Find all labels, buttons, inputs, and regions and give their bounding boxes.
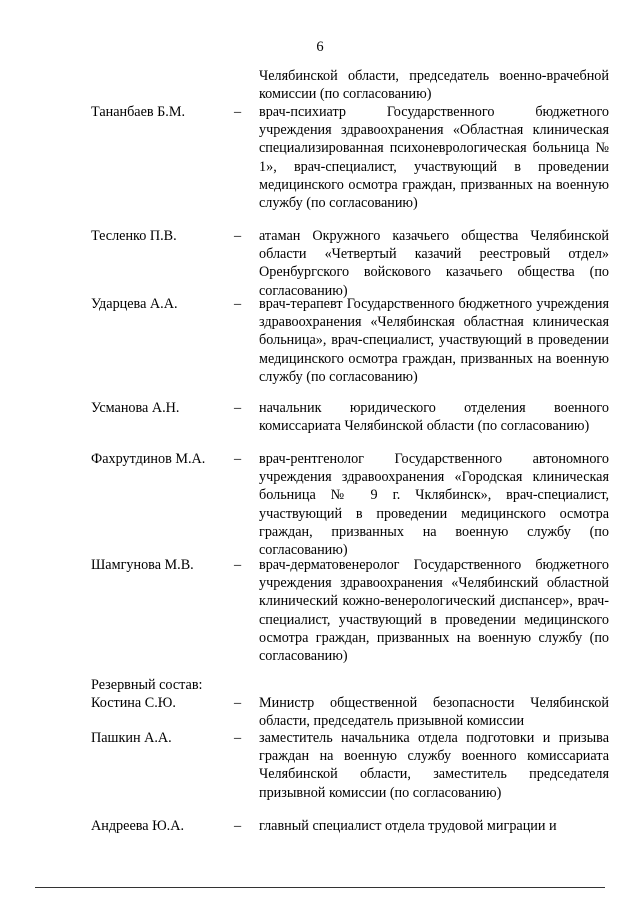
entry-dash: –	[234, 104, 242, 120]
entry-dash: –	[234, 296, 242, 312]
member-description: главный специалист отдела трудовой миграции и	[259, 818, 557, 834]
member-name: Костина С.Ю.	[91, 695, 176, 711]
page-number: 6	[316, 39, 324, 55]
member-description: начальник юридического отделения военного комиссариата Челябинской области (по согласованию)	[259, 400, 609, 435]
entry-dash: –	[234, 730, 242, 746]
member-name: Шамгунова М.В.	[91, 557, 194, 573]
member-name: Тесленко П.В.	[91, 228, 177, 244]
member-name: Усманова А.Н.	[91, 400, 180, 416]
reserve-section-label: Резервный состав:	[91, 677, 203, 693]
entry-dash: –	[234, 228, 242, 244]
entry-dash: –	[234, 695, 242, 711]
member-name: Пашкин А.А.	[91, 730, 172, 746]
member-name: Тананбаев Б.М.	[91, 104, 186, 120]
member-description: врач-дерматовенеролог Государственного бюджетного учреждения здравоохранения «Челябинский областной клинический кожно-венерологический диспансер», врач-специалист, участвующий в проведении медицинского осмотра граждан, призванных на военную службу (по согласованию)	[259, 557, 609, 665]
member-description: врач-рентгенолог Государственного автономного учреждения здравоохранения «Городская клиническая больница № 9 г. Чклябинск», врач-специалист, участвующий в проведении медицинского осмотра граждан, призванных на военную службу (по согласованию)	[259, 451, 609, 559]
bottom-rule	[35, 887, 605, 888]
member-description: атаман Окружного казачьего общества Челябинской области «Четвертый казачий реестровый отдел» Оренбургского войскового казачьего общества (по согласованию)	[259, 228, 609, 299]
continuation-text: Челябинской области, председатель военно-врачебной комиссии (по согласованию)	[259, 68, 609, 103]
member-name: Фахрутдинов М.А.	[91, 451, 206, 467]
entry-dash: –	[234, 451, 242, 467]
member-description: врач-терапевт Государственного бюджетного учреждения здравоохранения «Челябинская областная клиническая больница», врач-специалист, участвующий в проведении медицинского осмотра граждан, призванных на военную службу (по согласованию)	[259, 296, 609, 385]
member-name: Ударцева А.А.	[91, 296, 178, 312]
member-description: заместитель начальника отдела подготовки и призыва граждан на военную службу военного комиссариата Челябинской области, заместитель председателя призывной комиссии (по согласованию)	[259, 730, 609, 801]
member-description: врач-психиатр Государственного бюджетного учреждения здравоохранения «Областная клиническая специализированная психоневрологическая больница № 1», врач-специалист, участвующий в проведении медицинского осмотра граждан, призванных на военную службу (по согласованию)	[259, 104, 609, 212]
entry-dash: –	[234, 557, 242, 573]
entry-dash: –	[234, 818, 242, 834]
entry-dash: –	[234, 400, 242, 416]
member-description: Министр общественной безопасности Челябинской области, председатель призывной комиссии	[259, 695, 609, 730]
member-name: Андреева Ю.А.	[91, 818, 185, 834]
